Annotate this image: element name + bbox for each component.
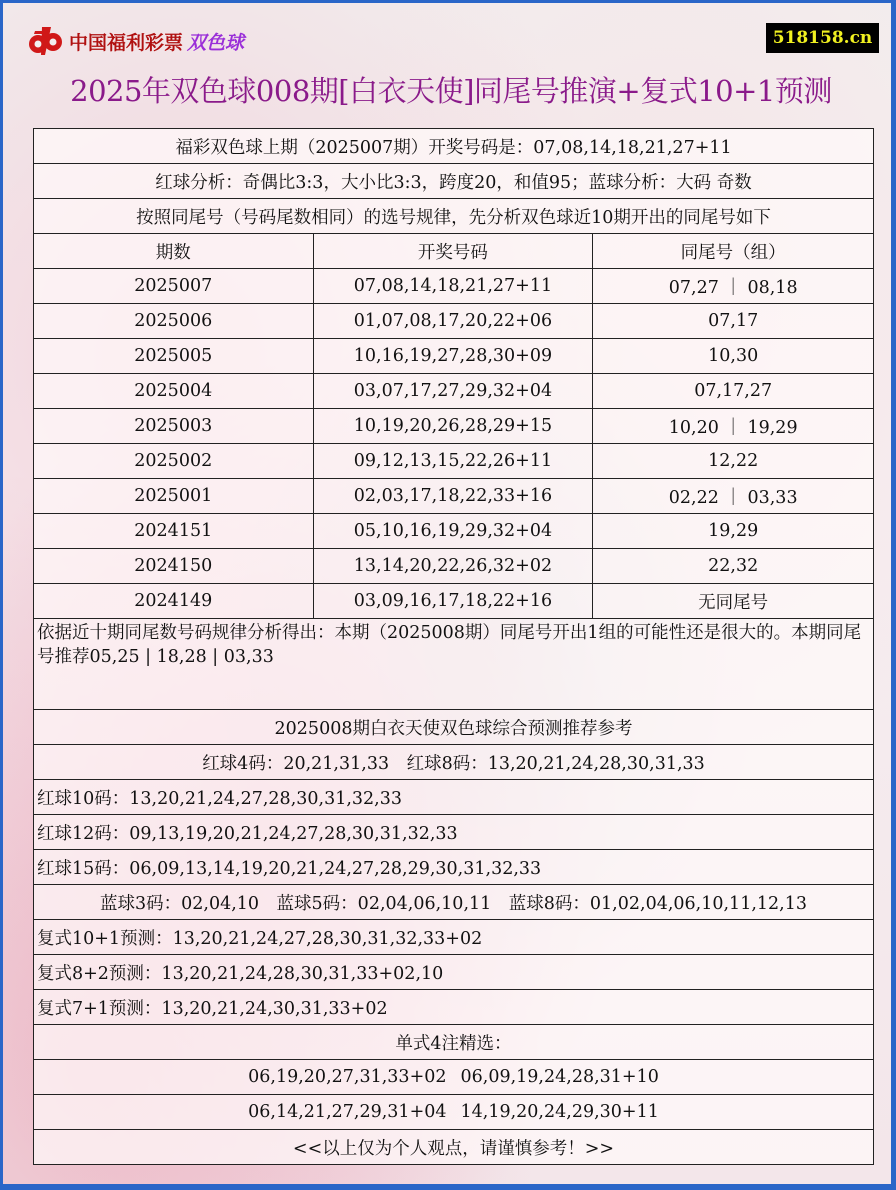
- fushi-7-1-row: 复式7+1预测：13,20,21,24,30,31,33+02: [34, 990, 874, 1025]
- numbers-cell: 10,16,19,27,28,30+09: [313, 339, 593, 374]
- table-row: [34, 479, 874, 514]
- blue-row: 蓝球3码：02,04,10 蓝球5码：02,04,06,10,11 蓝球8码：01,02,04,06,10,11,12,13: [34, 885, 874, 920]
- period-cell: 2025006: [34, 304, 314, 339]
- table-header-row: [34, 234, 874, 269]
- single-pick: 06,09,19,24,28,31+10: [460, 1067, 659, 1087]
- table-row: [34, 374, 874, 409]
- period-cell: 2025004: [34, 374, 314, 409]
- analysis-row: 红球分析：奇偶比3:3，大小比3:3，跨度20，和值95；蓝球分析：大码 奇数: [34, 164, 874, 199]
- numbers-cell: 02,03,17,18,22,33+16: [313, 479, 593, 514]
- same-tail-cell: 07,17,27: [593, 374, 874, 409]
- period-cell: 2025007: [34, 269, 314, 304]
- single-picks-heading: 单式4注精选：: [34, 1025, 874, 1060]
- same-tail-cell: 07,27 ｜ 08,18: [593, 269, 874, 304]
- rule-row: 按照同尾号（号码尾数相同）的选号规律，先分析双色球近10期开出的同尾号如下: [34, 199, 874, 234]
- numbers-cell: 03,09,16,17,18,22+16: [313, 584, 593, 619]
- same-tail-cell: 19,29: [593, 514, 874, 549]
- red-15-row: 红球15码：06,09,13,14,19,20,21,24,27,28,29,30,31,32,33: [34, 850, 874, 885]
- same-tail-cell: 10,20 ｜ 19,29: [593, 409, 874, 444]
- period-cell: 2025005: [34, 339, 314, 374]
- numbers-cell: 09,12,13,15,22,26+11: [313, 444, 593, 479]
- numbers-cell: 03,07,17,27,29,32+04: [313, 374, 593, 409]
- conclusion-paragraph: 依据近十期同尾数号码规律分析得出：本期（2025008期）同尾号开出1组的可能性还是很大的。本期同尾号推荐05,25 | 18,28 | 03,33: [34, 619, 874, 710]
- disclaimer-row: <<以上仅为个人观点，请谨慎参考！>>: [34, 1130, 874, 1165]
- same-tail-cell: 无同尾号: [593, 584, 874, 619]
- period-cell: 2025002: [34, 444, 314, 479]
- site-badge: 518158.cn: [766, 23, 879, 53]
- col-header-period: 期数: [34, 234, 314, 269]
- red-4-8-row: 红球4码：20,21,31,33 红球8码：13,20,21,24,28,30,31,33: [34, 745, 874, 780]
- numbers-cell: 01,07,08,17,20,22+06: [313, 304, 593, 339]
- numbers-cell: 05,10,16,19,29,32+04: [313, 514, 593, 549]
- period-cell: 2024149: [34, 584, 314, 619]
- red-12-row: 红球12码：09,13,19,20,21,24,27,28,30,31,32,33: [34, 815, 874, 850]
- prediction-heading: 2025008期白衣天使双色球综合预测推荐参考: [34, 710, 874, 745]
- col-header-numbers: 开奖号码: [313, 234, 593, 269]
- logo-game-name: 双色球: [187, 31, 245, 54]
- single-pick: 06,14,21,27,29,31+04: [248, 1102, 447, 1122]
- same-tail-cell: 22,32: [593, 549, 874, 584]
- red-10-row: 红球10码：13,20,21,24,27,28,30,31,32,33: [34, 780, 874, 815]
- table-row: [34, 514, 874, 549]
- single-pick: 06,19,20,27,31,33+02: [248, 1067, 447, 1087]
- single-pick: 14,19,20,24,29,30+11: [460, 1102, 659, 1122]
- same-tail-cell: 02,22 ｜ 03,33: [593, 479, 874, 514]
- col-header-same-tail: 同尾号（组）: [593, 234, 874, 269]
- numbers-cell: 07,08,14,18,21,27+11: [313, 269, 593, 304]
- fushi-8-2-row: 复式8+2预测：13,20,21,24,28,30,31,33+02,10: [34, 955, 874, 990]
- table-row: [34, 584, 874, 619]
- period-cell: 2024151: [34, 514, 314, 549]
- table-row: [34, 549, 874, 584]
- single-picks-row-2: [34, 1095, 874, 1130]
- period-cell: 2024150: [34, 549, 314, 584]
- numbers-cell: 10,19,20,26,28,29+15: [313, 409, 593, 444]
- logo-text: 中国福利彩票: [69, 31, 184, 54]
- same-tail-cell: 12,22: [593, 444, 874, 479]
- period-cell: 2025003: [34, 409, 314, 444]
- numbers-cell: 13,14,20,22,26,32+02: [313, 549, 593, 584]
- last-draw-row: 福彩双色球上期（2025007期）开奖号码是：07,08,14,18,21,27+11: [34, 129, 874, 164]
- same-tail-cell: 10,30: [593, 339, 874, 374]
- prediction-table: [33, 128, 874, 1165]
- welfare-lottery-logo-icon: [25, 25, 65, 57]
- same-tail-cell: 07,17: [593, 304, 874, 339]
- page-frame: [3, 3, 891, 1184]
- table-row: [34, 339, 874, 374]
- table-row: [34, 304, 874, 339]
- period-cell: 2025001: [34, 479, 314, 514]
- fushi-10-1-row: 复式10+1预测：13,20,21,24,27,28,30,31,32,33+02: [34, 920, 874, 955]
- table-row: [34, 409, 874, 444]
- page-title: 2025年双色球008期[白衣天使]同尾号推演+复式10+1预测: [70, 74, 832, 108]
- cwl-logo: [25, 25, 244, 57]
- single-picks-row-1: [34, 1060, 874, 1095]
- table-row: [34, 269, 874, 304]
- table-row: [34, 444, 874, 479]
